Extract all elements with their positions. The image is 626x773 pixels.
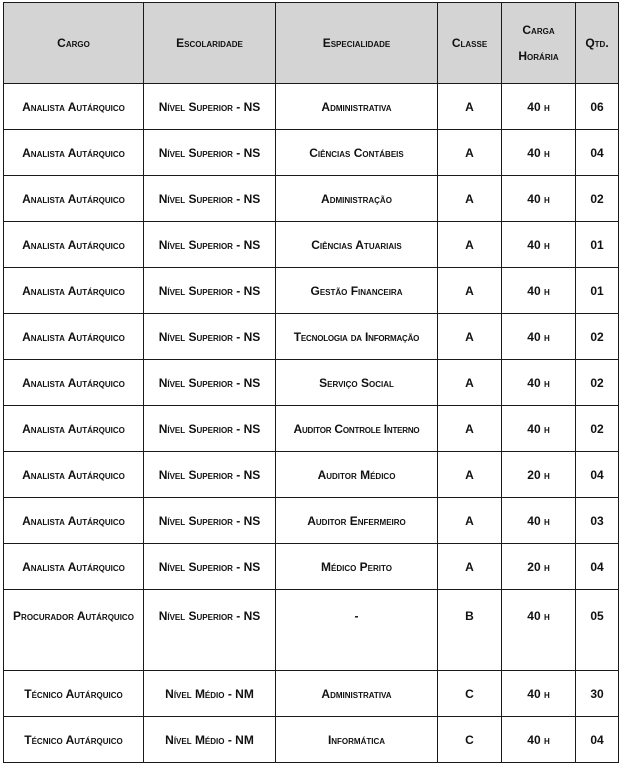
cell-escolaridade: Nível Superior - NS — [144, 590, 276, 671]
cell-cargo: Analista Autárquico — [4, 498, 144, 544]
cell-especialidade: Auditor Controle Interno — [276, 406, 438, 452]
cell-classe: A — [438, 544, 502, 590]
cell-carga: 40 h — [502, 84, 576, 130]
cell-escolaridade: Nível Superior - NS — [144, 452, 276, 498]
cell-classe: A — [438, 498, 502, 544]
table-row — [4, 176, 619, 222]
header-especialidade: Especialidade — [276, 3, 438, 84]
cell-qtd: 02 — [576, 314, 619, 360]
cell-cargo: Analista Autárquico — [4, 360, 144, 406]
cell-qtd: 04 — [576, 717, 619, 763]
cell-especialidade: Serviço Social — [276, 360, 438, 406]
cell-carga: 40 h — [502, 314, 576, 360]
cell-cargo-text: Procurador Autárquico — [13, 609, 134, 623]
cell-cargo: Analista Autárquico — [4, 314, 144, 360]
cell-escolaridade: Nível Superior - NS — [144, 406, 276, 452]
table-row — [4, 222, 619, 268]
cell-escolaridade: Nível Superior - NS — [144, 544, 276, 590]
table-row — [4, 406, 619, 452]
cell-qtd: 01 — [576, 222, 619, 268]
table-row — [4, 130, 619, 176]
cell-especialidade: Auditor Médico — [276, 452, 438, 498]
header-qtd: Qtd. — [576, 3, 619, 84]
cell-escolaridade: Nível Superior - NS — [144, 314, 276, 360]
cell-qtd: 04 — [576, 544, 619, 590]
cell-escolaridade: Nível Superior - NS — [144, 130, 276, 176]
cell-carga: 40 h — [502, 671, 576, 717]
cell-especialidade: Ciências Contábeis — [276, 130, 438, 176]
table-row — [4, 544, 619, 590]
cell-qtd: 30 — [576, 671, 619, 717]
header-carga-line2: Horária — [518, 49, 559, 63]
cell-carga: 40 h — [502, 406, 576, 452]
cell-qtd: 02 — [576, 406, 619, 452]
cell-classe: A — [438, 314, 502, 360]
cell-qtd: 02 — [576, 176, 619, 222]
table-row — [4, 268, 619, 314]
cell-qtd: 03 — [576, 498, 619, 544]
header-carga-horaria — [502, 3, 576, 84]
header-escolaridade: Escolaridade — [144, 3, 276, 84]
cell-especialidade: - — [276, 590, 438, 671]
cell-classe: A — [438, 222, 502, 268]
cell-cargo: Analista Autárquico — [4, 544, 144, 590]
cell-classe: A — [438, 406, 502, 452]
cell-especialidade: Médico Perito — [276, 544, 438, 590]
cell-qtd: 05 — [576, 590, 619, 671]
cell-carga: 40 h — [502, 498, 576, 544]
table-row — [4, 452, 619, 498]
cell-escolaridade: Nível Médio - NM — [144, 671, 276, 717]
cell-carga: 40 h — [502, 222, 576, 268]
cell-escolaridade: Nível Superior - NS — [144, 222, 276, 268]
cell-cargo: Analista Autárquico — [4, 452, 144, 498]
table-row — [4, 84, 619, 130]
cell-classe: A — [438, 84, 502, 130]
cell-cargo: Analista Autárquico — [4, 176, 144, 222]
cell-cargo: Técnico Autárquico — [4, 717, 144, 763]
cell-especialidade: Administrativa — [276, 671, 438, 717]
header-carga-line1: Carga — [522, 23, 555, 37]
table-row — [4, 717, 619, 763]
table-row — [4, 498, 619, 544]
cell-classe: A — [438, 452, 502, 498]
cell-escolaridade: Nível Superior - NS — [144, 498, 276, 544]
cell-cargo: Técnico Autárquico — [4, 671, 144, 717]
cell-especialidade: Gestão Financeira — [276, 268, 438, 314]
cell-classe: C — [438, 671, 502, 717]
cell-carga: 40 h — [502, 360, 576, 406]
cell-cargo: Analista Autárquico — [4, 406, 144, 452]
cell-cargo: Analista Autárquico — [4, 268, 144, 314]
cell-carga: 40 h — [502, 717, 576, 763]
cell-carga: 40 h — [502, 130, 576, 176]
cell-especialidade: Informática — [276, 717, 438, 763]
cell-carga: 20 h — [502, 452, 576, 498]
cell-classe: A — [438, 130, 502, 176]
cell-especialidade: Tecnologia da Informação — [276, 314, 438, 360]
cell-carga: 40 h — [502, 268, 576, 314]
cell-qtd: 06 — [576, 84, 619, 130]
cell-qtd: 02 — [576, 360, 619, 406]
cell-classe: A — [438, 176, 502, 222]
cell-escolaridade: Nível Superior - NS — [144, 360, 276, 406]
cell-classe: A — [438, 360, 502, 406]
table-row — [4, 590, 619, 671]
cell-cargo: Analista Autárquico — [4, 130, 144, 176]
cell-carga: 40 h — [502, 590, 576, 671]
header-classe: Classe — [438, 3, 502, 84]
cell-cargo: Analista Autárquico — [4, 84, 144, 130]
cell-carga: 40 h — [502, 176, 576, 222]
cell-classe: A — [438, 268, 502, 314]
cell-escolaridade: Nível Superior - NS — [144, 268, 276, 314]
header-cargo: Cargo — [4, 3, 144, 84]
cell-escolaridade: Nível Médio - NM — [144, 717, 276, 763]
cell-cargo — [4, 590, 144, 671]
table-row — [4, 314, 619, 360]
cell-classe: C — [438, 717, 502, 763]
cell-carga: 20 h — [502, 544, 576, 590]
cell-classe: B — [438, 590, 502, 671]
cell-especialidade: Administrativa — [276, 84, 438, 130]
table-row — [4, 360, 619, 406]
table-row — [4, 671, 619, 717]
cell-escolaridade: Nível Superior - NS — [144, 176, 276, 222]
positions-table — [3, 2, 619, 763]
table-header-row — [4, 3, 619, 84]
cell-escolaridade: Nível Superior - NS — [144, 84, 276, 130]
cell-qtd: 04 — [576, 452, 619, 498]
cell-especialidade: Auditor Enfermeiro — [276, 498, 438, 544]
cell-cargo: Analista Autárquico — [4, 222, 144, 268]
cell-qtd: 01 — [576, 268, 619, 314]
cell-especialidade: Administração — [276, 176, 438, 222]
cell-especialidade: Ciências Atuariais — [276, 222, 438, 268]
cell-qtd: 04 — [576, 130, 619, 176]
